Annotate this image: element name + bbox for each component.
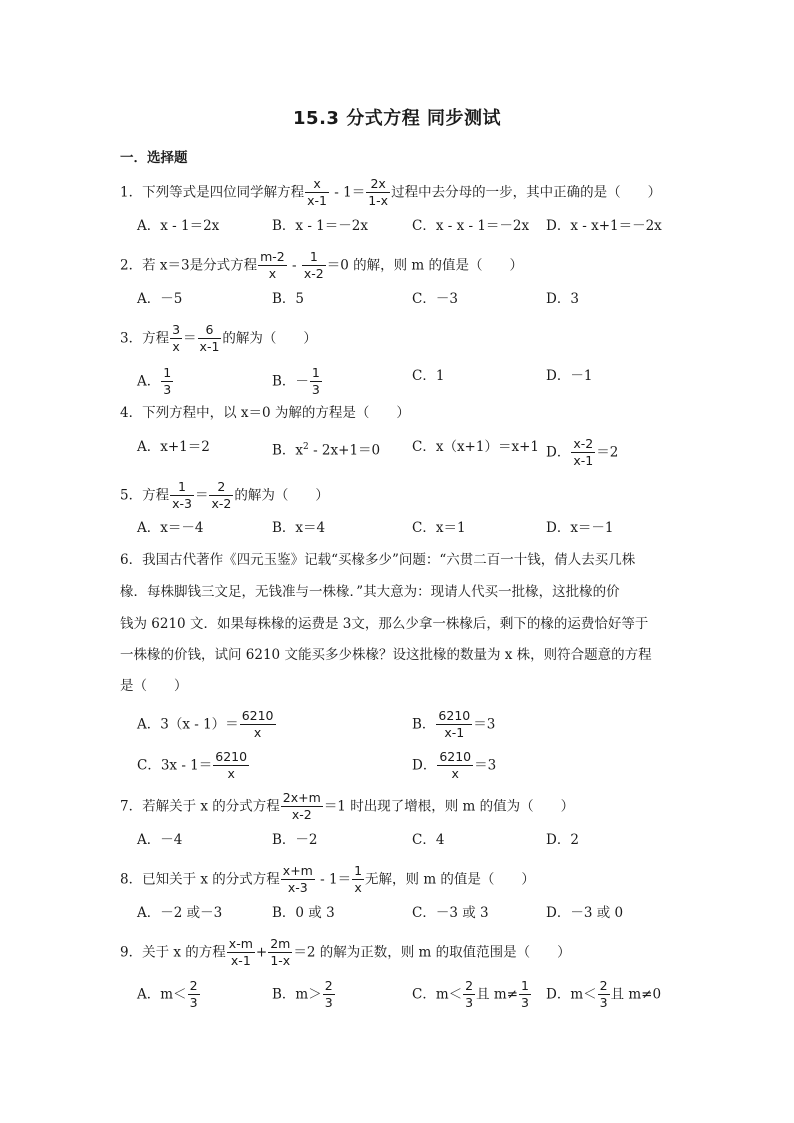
q7-option-d: D．2 xyxy=(546,832,579,848)
question-6-line-4: 一株椽的价钱，试问 6210 文能买多少株椽？设这批椽的数量为 x 株，则符合题意的方程 xyxy=(120,647,652,663)
question-6-line-2: 椽．每株脚钱三文足，无钱准与一株椽．”其大意为：现请人代买一批椽，这批椽的价 xyxy=(120,584,620,600)
fraction: $\frac{x-m}{x-1}$ xyxy=(228,936,253,969)
question-8-stem: 8．已知关于 x 的分式方程 $\frac{x+m}{x-3}$ - 1＝ $\frac{1}{x}$ 无解，则 m 的值是（ ） xyxy=(120,863,535,896)
fraction: $\frac{x+m}{x-3}$ xyxy=(282,863,313,896)
question-6-line-3: 钱为 6210 文．如果每株椽的运费是 3文，那么少拿一株椽后，剩下的椽的运费恰好等于 xyxy=(120,616,649,632)
question-4-stem: 4．下列方程中，以 x＝0 为解的方程是（ ） xyxy=(120,405,410,421)
question-6-line-1: 6．我国古代著作《四元玉鉴》记载“买椽多少”问题：“六贯二百一十钱，倩人去买几株 xyxy=(120,552,636,568)
fraction: $\frac{1}{x}$ xyxy=(354,863,363,896)
fraction: $\frac{2x+m}{x-2}$ xyxy=(282,790,321,823)
q2-option-a: A．－5 xyxy=(137,291,183,307)
fraction: $\frac{2m}{1-x}$ xyxy=(270,936,291,969)
q4-option-c: C．x（x+1）＝x+1 xyxy=(412,439,539,455)
q1-option-a: A．x - 1＝2x xyxy=(137,218,220,234)
q6-option-a: A．3（x - 1）＝ $\frac{6210}{x}$ xyxy=(137,708,274,741)
q5-option-b: B．x＝4 xyxy=(272,520,326,536)
fraction: $\frac{6210}{x}$ xyxy=(439,749,472,782)
q9-option-a: A．m＜ $\frac{2}{3}$ xyxy=(137,978,198,1011)
q6-option-b: B． $\frac{6210}{x-1}$ ＝3 xyxy=(412,708,496,741)
section-heading: 一．选择题 xyxy=(120,150,188,166)
question-5-stem: 5．方程 $\frac{1}{x-3}$ ＝ $\frac{2}{x-2}$ 的解为（ ） xyxy=(120,479,329,512)
fraction: $\frac{2}{x-2}$ xyxy=(211,479,232,512)
q1-option-c: C．x - x - 1＝－2x xyxy=(412,218,530,234)
fraction: $\frac{1}{3}$ xyxy=(163,365,172,398)
q7-option-a: A．－4 xyxy=(137,832,183,848)
q1-option-d: D．x - x+1＝－2x xyxy=(546,218,662,234)
question-3-stem: 3．方程 $\frac{3}{x}$ ＝ $\frac{6}{x-1}$ 的解为（ ） xyxy=(120,322,317,355)
page-title: 15.3 分式方程 同步测试 xyxy=(293,108,501,129)
question-9-stem: 9．关于 x 的方程 $\frac{x-m}{x-1}$ + $\frac{2m}{1-x}$ ＝2 的解为正数，则 m 的取值范围是（ ） xyxy=(120,936,571,969)
q9-option-b: B．m＞ $\frac{2}{3}$ xyxy=(272,978,333,1011)
fraction: $\frac{2}{3}$ xyxy=(599,978,608,1011)
fraction: $\frac{2x}{1-x}$ xyxy=(368,176,389,209)
question-2-stem: 2．若 x＝3是分式方程 $\frac{m-2}{x}$ - $\frac{1}{x-2}$ ＝0 的解，则 m 的值是（ ） xyxy=(120,249,524,282)
fraction: $\frac{6210}{x}$ xyxy=(215,749,248,782)
q6-option-d: D． $\frac{6210}{x}$ ＝3 xyxy=(412,749,497,782)
fraction: $\frac{6}{x-1}$ xyxy=(199,322,220,355)
q7-option-c: C．4 xyxy=(412,832,445,848)
q4-option-a: A．x+1＝2 xyxy=(137,439,210,455)
fraction: $\frac{2}{3}$ xyxy=(465,978,474,1011)
question-1-stem: 1．下列等式是四位同学解方程 $\frac{x}{x-1}$ - 1＝ $\frac{2x}{1-x}$ 过程中去分母的一步，其中正确的是（ ） xyxy=(120,176,662,209)
q8-option-c: C．－3 或 3 xyxy=(412,905,489,921)
fraction: $\frac{2}{3}$ xyxy=(324,978,333,1011)
q3-option-c: C．1 xyxy=(412,368,445,384)
q7-option-b: B．－2 xyxy=(272,832,318,848)
fraction: $\frac{1}{x-3}$ xyxy=(172,479,192,512)
q4-option-b: B．$x^2 - 2x+1=0$ xyxy=(272,442,381,459)
q2-option-d: D．3 xyxy=(546,291,579,307)
q9-option-d: D．m＜ $\frac{2}{3}$ 且 m≠0 xyxy=(546,978,662,1011)
question-7-stem: 7．若解关于 x 的分式方程 $\frac{2x+m}{x-2}$ ＝1 时出现了增根，则 m 的值为（ ） xyxy=(120,790,575,823)
q6-option-c: C．3x - 1＝ $\frac{6210}{x}$ xyxy=(137,749,248,782)
q8-option-a: A．－2 或－3 xyxy=(137,905,223,921)
fraction: $\frac{m-2}{x}$ xyxy=(260,249,285,282)
q5-option-c: C．x＝1 xyxy=(412,520,466,536)
fraction: $\frac{1}{x-2}$ xyxy=(303,249,324,282)
fraction: $\frac{1}{3}$ xyxy=(521,978,529,1011)
fraction: $\frac{6210}{x-1}$ xyxy=(438,708,471,741)
q5-option-a: A．x＝－4 xyxy=(137,520,204,536)
q1-option-b: B．x - 1＝－2x xyxy=(272,218,368,234)
q4-option-d: D． $\frac{x-2}{x-1}$ ＝2 xyxy=(546,436,619,469)
q9-option-c: C．m＜ $\frac{2}{3}$ 且 m≠ $\frac{1}{3}$ xyxy=(412,978,529,1011)
fraction: $\frac{3}{x}$ xyxy=(172,322,181,355)
q2-option-c: C．－3 xyxy=(412,291,458,307)
fraction: $\frac{x-2}{x-1}$ xyxy=(573,436,594,469)
question-6-line-5: 是（ ） xyxy=(120,678,188,694)
fraction: $\frac{x}{x-1}$ xyxy=(307,176,327,209)
q3-option-d: D．－1 xyxy=(546,368,593,384)
fraction: $\frac{1}{3}$ xyxy=(311,365,320,398)
fraction: $\frac{2}{3}$ xyxy=(189,978,198,1011)
q5-option-d: D．x＝－1 xyxy=(546,520,614,536)
q2-option-b: B．5 xyxy=(272,291,305,307)
q3-option-a: A． $\frac{1}{3}$ xyxy=(137,365,172,398)
q3-option-b: B．－ $\frac{1}{3}$ xyxy=(272,365,320,398)
fraction: $\frac{6210}{x}$ xyxy=(241,708,274,741)
q8-option-b: B．0 或 3 xyxy=(272,905,335,921)
q8-option-d: D．－3 或 0 xyxy=(546,905,624,921)
